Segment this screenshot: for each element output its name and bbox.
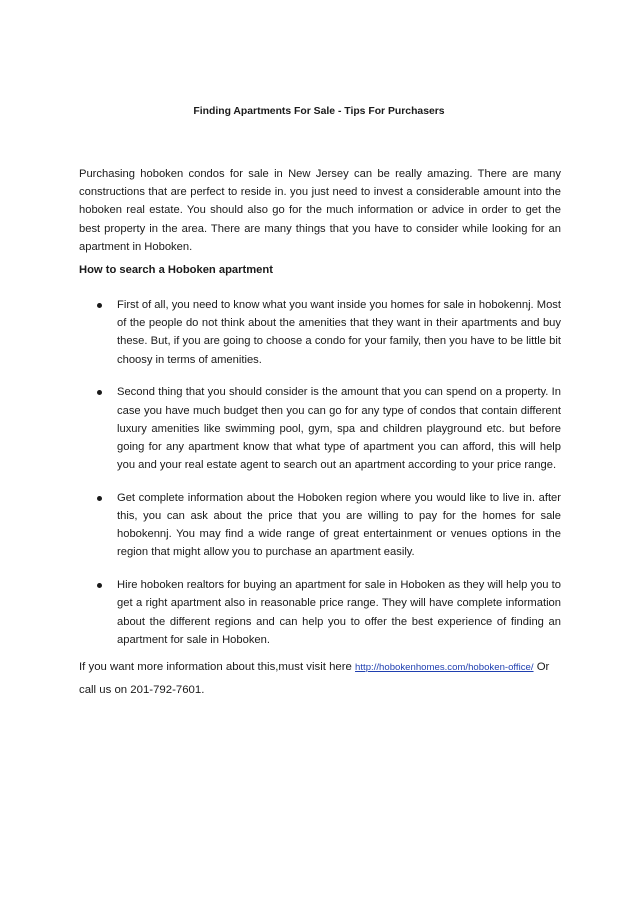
section-heading: How to search a Hoboken apartment bbox=[79, 264, 273, 276]
bullet-icon bbox=[97, 583, 102, 588]
list-item bbox=[79, 383, 561, 474]
list-item-text: Second thing that you should consider is the amount that you can spend on a property. In case you have much budget then you can go for any type of condos that contain different luxury amenities like swimming pool, gym, spa and children playground etc. but before going for any apartment know that what type of apartment you can afford, this will help you and your real estate agent to search out an apartment according to your price range. bbox=[117, 386, 561, 472]
bullet-icon bbox=[97, 496, 102, 501]
list-item-text: First of all, you need to know what you want inside you homes for sale in hobokennj. Most of the people do not think about the amenities that they want in their apartments and buy these. But, if you are going to choose a condo for your family, then you have to be little bit choosy in terms of amenities. bbox=[117, 299, 562, 366]
hoboken-office-link[interactable]: http://hobokenhomes.com/hoboken-office/ bbox=[355, 662, 534, 673]
contact-paragraph bbox=[79, 656, 565, 701]
document-title: Finding Apartments For Sale - Tips For Purchasers bbox=[193, 106, 445, 117]
bullet-icon bbox=[97, 303, 102, 308]
list-item bbox=[79, 576, 561, 649]
footer-text-after: Or call us on 201-792-7601. bbox=[79, 661, 550, 696]
list-item bbox=[79, 296, 561, 369]
list-item bbox=[79, 489, 561, 562]
tips-list bbox=[79, 296, 561, 663]
list-item-text: Get complete information about the Hoboken region where you would like to live in. after this, you can ask about the price that you are willing to pay for the homes for sale hobokennj. You may find a wide range of great entertainment or venues options in the region that might allow you to purchase an apartment easily. bbox=[117, 491, 561, 559]
intro-paragraph: Purchasing hoboken condos for sale in New Jersey can be really amazing. There are many constructions that are perfect to reside in. you just need to invest a considerable amount into the hoboken real estate. You should also go for the much information or advice in order to get the best property in the area. There are many things that you have to consider while looking for an apartment in Hoboken. bbox=[79, 168, 561, 253]
bullet-icon bbox=[97, 390, 102, 395]
footer-text-before: If you want more information about this,must visit here bbox=[79, 661, 356, 673]
list-item-text: Hire hoboken realtors for buying an apartment for sale in Hoboken as they will help you to get a right apartment also in reasonable price range. They will have complete information about the different regions and can help you to offer the best experience of finding an apartment for sale in Hoboken. bbox=[117, 579, 561, 646]
